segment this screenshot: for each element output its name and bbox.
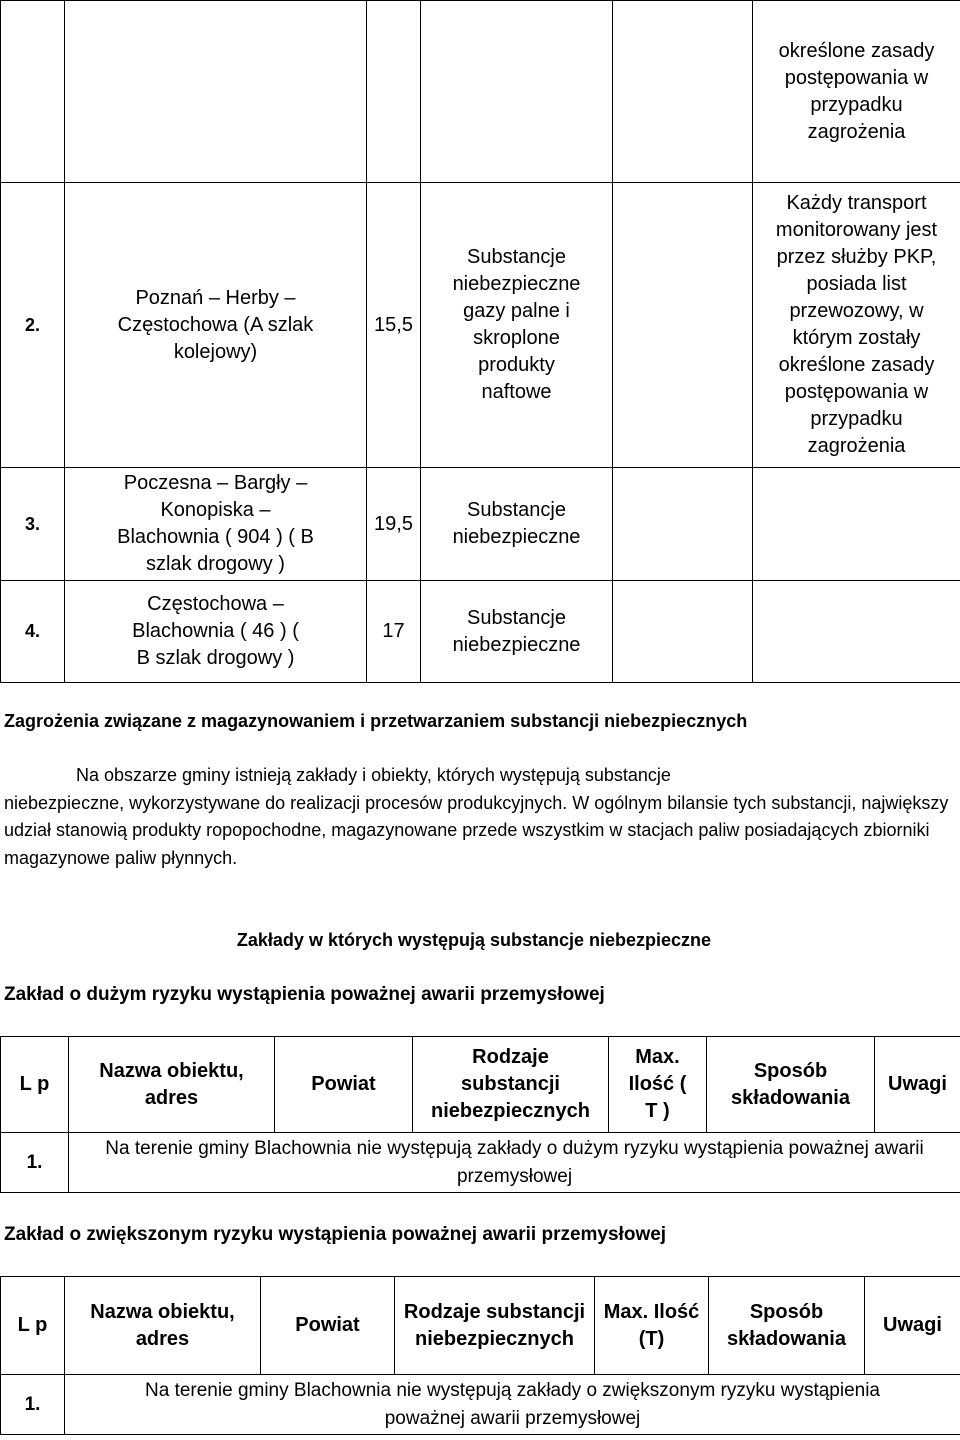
major-risk-table [0,1036,960,1193]
row-number: 2. [1,183,65,468]
header-lp: L p [1,1037,69,1133]
header-lp: L p [1,1277,65,1375]
substance-cell: Substancje niebezpieczne [421,581,613,683]
plants-heading: Zakłady w których występują substancje niebezpieczne [236,930,712,950]
header-county: Powiat [261,1277,395,1375]
route-cell: Poczesna – Bargły – Konopiska – Blachownia ( 904 ) ( B szlak drogowy ) [65,468,367,581]
table-row [1,1133,960,1193]
row-note: Na terenie gminy Blachownia nie występują zakłady o dużym ryzyku wystąpienia poważnej awarii przemysłowej [69,1133,960,1193]
route-cell: Poznań – Herby – Częstochowa (A szlak kolejowy) [65,183,367,468]
section-paragraph [4,762,954,872]
header-remarks: Uwagi [875,1037,960,1133]
length-cell: 17 [367,581,421,683]
paragraph-body: niebezpieczne, wykorzystywane do realizacji procesów produkcyjnych. W ogólnym bilansie tych substancji, największy udział stanowią produkty ropopochodne, magazynowane przede wszystkim w stacjach paliw posiadających zbiorniki magazynowe paliw płynnych. [4,792,949,868]
table-row [1,581,960,683]
row-number: 1. [1,1133,69,1193]
row-number: 1. [1,1375,65,1435]
transport-table [0,0,960,683]
row-note: Na terenie gminy Blachownia nie występują zakłady o zwiększonym ryzyku wystąpienia poważnej awarii przemysłowej [65,1375,960,1435]
notes-cell [753,468,960,581]
substance-cell: Substancje niebezpieczne [421,468,613,581]
row-number: 3. [1,468,65,581]
header-name-address: Nazwa obiektu, adres [65,1277,261,1375]
table-row [1,183,960,468]
length-cell: 15,5 [367,183,421,468]
table-header-row [1,1037,960,1133]
increased-risk-table [0,1276,960,1435]
header-storage-method: Sposób składowania [707,1037,875,1133]
empty-cell [613,468,753,581]
table-header-row [1,1277,960,1375]
header-max-quantity: Max. Ilość (T) [595,1277,709,1375]
header-remarks: Uwagi [865,1277,960,1375]
major-risk-title: Zakład o dużym ryzyku wystąpienia poważnej awarii przemysłowej [4,984,605,1005]
notes-cell [753,581,960,683]
substance-cell: Substancje niebezpieczne gazy palne i skroplone produkty naftowe [421,183,613,468]
empty-cell [613,581,753,683]
header-max-quantity: Max. Ilość ( T ) [609,1037,707,1133]
table-row [1,1375,960,1435]
notes-cell: określone zasady postępowania w przypadku zagrożenia [753,1,960,183]
substance-cell [421,1,613,183]
header-substance-types: Rodzaje substancji niebezpiecznych [413,1037,609,1133]
row-number [1,1,65,183]
header-substance-types: Rodzaje substancji niebezpiecznych [395,1277,595,1375]
table-row [1,1,960,183]
length-cell: 19,5 [367,468,421,581]
increased-risk-title: Zakład o zwiększonym ryzyku wystąpienia poważnej awarii przemysłowej [4,1224,667,1245]
route-cell [65,1,367,183]
section-heading: Zagrożenia związane z magazynowaniem i przetwarzaniem substancji niebezpiecznych [4,711,748,731]
paragraph-first-line: Na obszarze gminy istnieją zakłady i obiekty, których występują substancje [76,765,671,785]
empty-cell [613,183,753,468]
length-cell [367,1,421,183]
empty-cell [613,1,753,183]
notes-cell: Każdy transport monitorowany jest przez służby PKP, posiada list przewozowy, w którym zostały określone zasady postępowania w przypadku zagrożenia [753,183,960,468]
header-county: Powiat [275,1037,413,1133]
table-row [1,468,960,581]
row-number: 4. [1,581,65,683]
header-name-address: Nazwa obiektu, adres [69,1037,275,1133]
header-storage-method: Sposób składowania [709,1277,865,1375]
route-cell: Częstochowa – Blachownia ( 46 ) ( B szlak drogowy ) [65,581,367,683]
